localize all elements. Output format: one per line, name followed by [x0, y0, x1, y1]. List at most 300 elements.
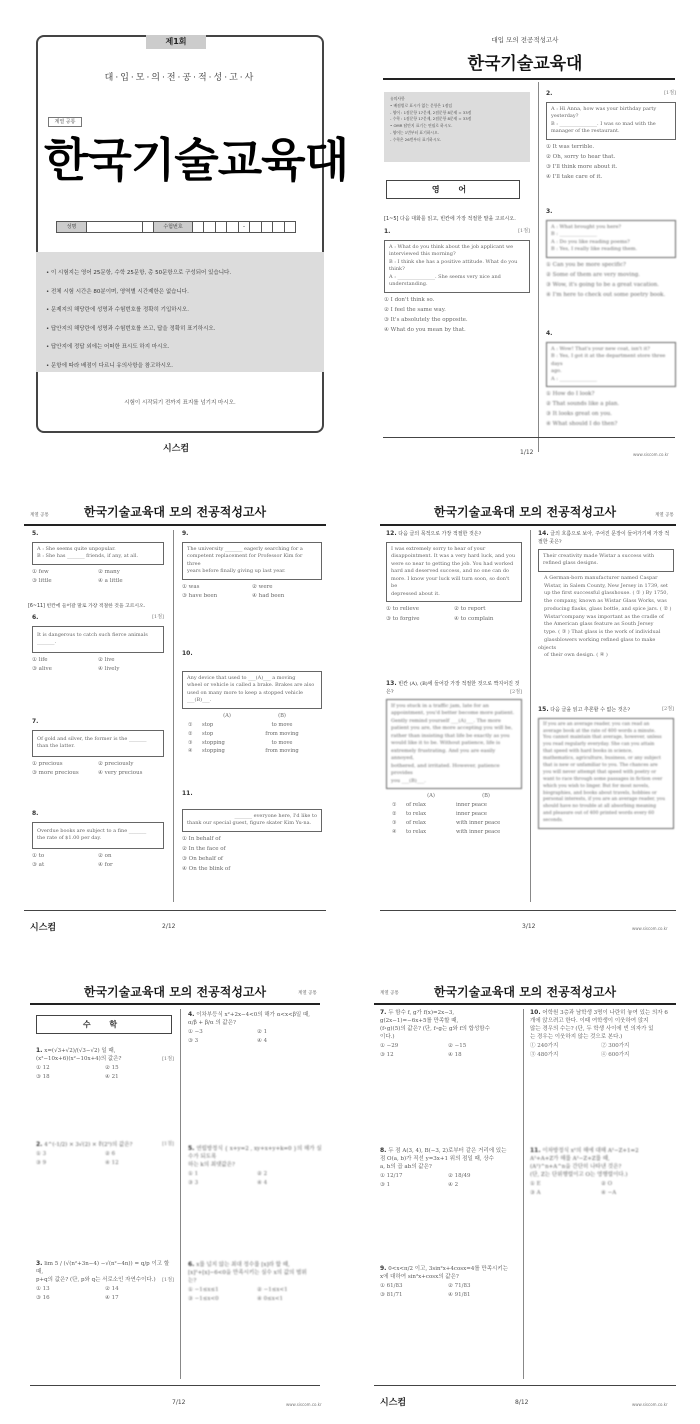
question-number: 3. [546, 208, 553, 215]
page-kicker: 대입 모의 전공적성고사 [491, 36, 559, 44]
question-15 [538, 706, 674, 832]
dialog-line: B : _______________. I was so mad with the [551, 120, 656, 127]
cover-id-row [56, 221, 296, 233]
answer-option[interactable]: ③ alive [32, 666, 52, 673]
option-b: to move [271, 721, 293, 728]
dialog-line: B : Yes, I got it at the department store three days [551, 353, 666, 367]
dialog-line: A : _______________ [551, 375, 597, 382]
passage-line: personal interests, if you are an average reader, you [543, 797, 666, 803]
answer-option[interactable]: ② 71/83 [448, 1282, 471, 1289]
question-number: 10. [182, 650, 193, 657]
sentence-box [32, 822, 164, 849]
answer-option[interactable]: ① Can you be more specific? [546, 261, 626, 268]
passage-line: A German-born manufacturer named Caspar [544, 574, 658, 581]
question-number: 4. [188, 1011, 195, 1018]
option-a: to relax [406, 828, 427, 835]
question-line: [x]²+[x]−6<0을 만족시키는 실수 x의 값의 범위 [188, 1269, 307, 1276]
answer-option[interactable]: ① 12/17 [380, 1172, 403, 1179]
passage-line: depressed about it. [391, 590, 440, 597]
passage-box [386, 699, 522, 790]
answer-option[interactable]: ③ have been [182, 593, 218, 600]
answer-option[interactable]: ④ had been [252, 593, 285, 600]
dialog-box [546, 342, 676, 388]
id-label: 수험번호 [153, 222, 193, 232]
question-line: 하는 k의 최댓값은? [188, 1161, 235, 1168]
notes-box [384, 92, 530, 162]
publisher-logo: 시스컴 [30, 923, 57, 933]
passage-line: average book at the rate of 400 words a minute. [543, 728, 656, 734]
answer-option[interactable]: ② Oh, sorry to hear that. [546, 153, 616, 160]
dialog-line: yesterday? [551, 113, 579, 120]
page-title: 한국기술교육대 모의 전공적성고사 [433, 505, 617, 519]
column-divider [523, 1009, 524, 1379]
answer-option[interactable]: ④ 18 [448, 1052, 462, 1059]
answer-option[interactable]: ③ [188, 739, 193, 746]
question-line: 개에 앉으려고 한다. 이때 여학생이 이웃하여 앉지 [530, 1017, 649, 1024]
answer-option[interactable]: ② on [98, 852, 112, 859]
answer-option[interactable]: ① 3 [36, 1150, 47, 1157]
dialog-line: A : Do you like reading poems? [551, 238, 630, 245]
answer-option[interactable]: ④ −A [601, 1190, 617, 1197]
answer-option[interactable]: ④ very precious [98, 770, 143, 777]
site-url: www.siscom.co.kr [633, 452, 669, 457]
dialog-line: B : I think she has a positive attitude. What do you [389, 258, 518, 265]
answer-option[interactable]: ① It was terrible. [546, 143, 595, 150]
option-b: inner peace [456, 811, 487, 818]
page-title: 한국기술교육대 모의 전공적성고사 [83, 985, 267, 999]
passage-line: mathematics, agriculture, business, or any subject [543, 756, 661, 762]
answer-option[interactable]: ③ more precious [32, 770, 79, 777]
question-10 [182, 650, 322, 756]
answer-option[interactable]: ② 2 [257, 1170, 268, 1177]
note-line: - 영어는 1번부터 표기하시오. [390, 129, 439, 135]
passage-box [386, 542, 522, 603]
sentence-box [182, 542, 322, 580]
passage-line: the American glass feature as South Jersey [544, 621, 654, 628]
answer-option[interactable]: ③ little [32, 578, 52, 585]
option-b: from moving [265, 730, 299, 737]
answer-option[interactable]: ② were [252, 583, 273, 590]
answer-option[interactable]: ① 240가지 [530, 1042, 559, 1049]
passage-line: you ___(B)___. [391, 777, 426, 784]
question-number: 9. [380, 1265, 387, 1272]
passage-line: that speed with hard books in science, [543, 749, 633, 755]
question-line: 연립방정식 { x+y=2 , xy+x+y+k=0 }의 해가 실수가 되도록 [188, 1146, 322, 1160]
passage-line: more. I know your luck will turn soon, so don't be [391, 575, 510, 590]
answer-option[interactable]: ③ 480가지 [530, 1052, 559, 1059]
header-tag: 계열 공통 [298, 991, 317, 996]
question-13 [386, 680, 522, 837]
math-question-11 [530, 1147, 672, 1199]
instruction-line: • 답안지에 정답 외에는 어떠한 표시도 하지 마시오. [46, 344, 170, 350]
answer-option[interactable]: ③ A [530, 1190, 541, 1197]
answer-option[interactable]: ① to relieve [386, 606, 419, 613]
dialog-box [546, 102, 676, 140]
passage-line: which you wish to linger. But for most novels, [543, 783, 650, 789]
answer-option[interactable]: ② 14 [105, 1285, 119, 1292]
passage-line: Gently remind yourself ___(A)___. The more [391, 717, 501, 724]
instruction-line: • 이 시험지는 영어 25문항, 수학 25문항, 총 50문항으로 구성되어 있습니다. [46, 270, 232, 276]
sentence-box [32, 626, 164, 653]
passage-line: If you stuck in a traffic jam, late for an [391, 702, 489, 709]
note-line: - 수학 : 1점문항 17문제, 2점문항 8문제 = 33점 [390, 116, 472, 122]
answer-option[interactable]: ② −15 [448, 1042, 467, 1049]
answer-option[interactable]: ① 13 [36, 1285, 50, 1292]
question-line: lim 5 / (√(n²+3n−4) −√(n²−4n)) = q/p 이고 할 때, [36, 1261, 170, 1275]
math-question-7 [380, 1009, 516, 1061]
passage-line: and pleasure out of 400 printed words every 60 [543, 811, 655, 817]
answer-option[interactable]: ④ 4 [257, 1038, 268, 1045]
answer-option[interactable]: ② many [98, 568, 120, 575]
question-number: 15. [538, 706, 549, 713]
cover-badge: 제1회 [146, 35, 206, 49]
dialog-line: B : _______________ [551, 231, 598, 238]
column-divider [538, 82, 539, 452]
note-line: • OMR 답안지 표기는 연필로 하시오. [390, 123, 453, 129]
column-head: (B) [482, 793, 490, 800]
passage-line: extremely frustrating. And you are easily annoyed, [391, 747, 496, 762]
page-number: 1/12 [520, 449, 534, 456]
answer-option[interactable]: ④ 600가지 [601, 1052, 630, 1059]
answer-option[interactable]: ④ a little [98, 578, 123, 585]
points: [1점] [162, 1055, 174, 1062]
page-number: 7/12 [172, 1399, 186, 1406]
dialog-line: interviewed this morning? [389, 251, 456, 258]
question-1 [384, 228, 530, 336]
answer-option[interactable]: ③ 18 [36, 1074, 50, 1081]
question-line: 어학원 3층과 남학생 3명이 나란히 놓여 있는 의자 6 [542, 1010, 668, 1016]
site-url: www.siscom.co.kr [632, 926, 668, 931]
cover-subtitle: 대·입·모·의·전·공·적·성·고·사 [104, 73, 256, 83]
answer-option[interactable]: ① How do I look? [546, 391, 595, 398]
instruction-line: • 전체 시험 시간은 80분이며, 영역별 시간제한은 없습니다. [46, 288, 189, 295]
question-number: 4. [546, 330, 553, 337]
sentence-line: competent replacement for Professor Kim for three [187, 553, 303, 567]
passage-line: of their own design. ( ④ ) [544, 652, 608, 659]
header-tag: 계열 공통 [380, 991, 399, 996]
answer-option[interactable]: ④ What do you mean by that. [384, 326, 466, 333]
passage-line: used on many more to keep a stopped vehicle [187, 689, 304, 696]
answer-option[interactable]: ① [392, 802, 397, 809]
id-dash: – [239, 222, 250, 232]
answer-option[interactable]: ③ 3 [188, 1180, 199, 1187]
section-instruction: [1~5] 다음 대화를 읽고, 빈칸에 가장 적절한 말을 고르시오. [384, 216, 516, 222]
question-line: 두 점 A(3, 4), B(−3, 2)로부터 같은 거리에 있는 [388, 1148, 507, 1154]
option-a: of relax [406, 819, 426, 826]
answer-option[interactable]: ② O [601, 1180, 613, 1187]
option-a: stopping [202, 739, 225, 746]
option-a: stopping [202, 748, 225, 755]
page-3 [350, 490, 700, 955]
sentence-line: Of gold and silver, the former is the _______ [37, 735, 147, 742]
math-question-1 [36, 1047, 174, 1083]
answer-option[interactable]: ① E [530, 1180, 541, 1187]
footer-rule [383, 437, 675, 438]
passage-line: hard and deserved success, and no one can do [391, 568, 510, 575]
page-2 [0, 490, 350, 955]
question-8 [32, 810, 164, 871]
answer-option[interactable]: ② That sounds like a plan. [546, 401, 620, 408]
instruction-line: • 답안지의 해당란에 성명과 수험번호를 쓰고, 답을 정확히 표기하시오. [46, 325, 216, 332]
section-instruction: [6~11] 빈칸에 들어갈 말로 가장 적절한 것을 고르시오. [28, 604, 146, 609]
page-number: 3/12 [522, 923, 536, 930]
question-line: 두 함수 f, g가 f(x)=2x−3, [388, 1010, 455, 1016]
footer-rule [30, 1385, 320, 1386]
answer-option[interactable]: ① [188, 721, 193, 728]
passage-line: rather than insisting that life be exactly as you [391, 732, 510, 739]
passage-line: bothered, and irritated. However, patience provides [391, 762, 500, 777]
dialog-line: ago. [551, 368, 562, 375]
answer-option[interactable]: ③ 81/71 [380, 1292, 403, 1299]
question-number: 3. [36, 1260, 43, 1267]
question-line: g(2x−1)=−6x+5를 만족할 때, [380, 1017, 459, 1024]
points: [1점] [152, 614, 164, 620]
header-rule [380, 524, 676, 526]
dialog-line: A : What do you think about the job applicant we [389, 243, 514, 250]
section-header-english: 영 어 [386, 180, 520, 199]
answer-option[interactable]: ③ 9 [36, 1160, 47, 1167]
answer-option[interactable]: ② live [98, 656, 115, 663]
passage-box [182, 671, 322, 709]
answer-option[interactable]: ④ lively [98, 666, 120, 673]
question-number: 8. [380, 1147, 387, 1154]
answer-option[interactable]: ④ On the blink of [182, 865, 231, 872]
question-number: 12. [386, 530, 397, 537]
question-line: 점 O(a, b)가 직선 y=3x+1 위의 점일 때, 상수 [380, 1155, 494, 1162]
option-b: to move [271, 739, 293, 746]
footer-rule [24, 910, 326, 911]
answer-option[interactable]: ① to [32, 852, 45, 859]
question-number: 11. [530, 1147, 541, 1154]
dialog-box [384, 240, 530, 293]
header-rule [374, 1003, 676, 1005]
answer-option[interactable]: ④ 4 [257, 1180, 268, 1187]
question-number: 9. [182, 530, 189, 537]
option-b: with inner peace [456, 819, 501, 826]
answer-option[interactable]: ④ [392, 828, 397, 835]
answer-option[interactable]: ④ What should I do then? [546, 421, 618, 428]
footer-rule [374, 1385, 676, 1386]
question-number: 6. [32, 614, 39, 621]
passage-line: I was extremely sorry to hear of your [391, 545, 486, 552]
sentence-box [32, 730, 164, 757]
question-11 [182, 790, 322, 875]
answer-option[interactable]: ① −3 [188, 1028, 203, 1035]
answer-option[interactable]: ① 12 [36, 1064, 50, 1071]
answer-option[interactable]: ② [392, 811, 397, 818]
question-line: 이차부등식 x²+2x−4<0의 해가 α<x<β일 때, [196, 1012, 311, 1018]
answer-option[interactable]: ④ 21 [105, 1074, 119, 1081]
answer-option[interactable]: ④ 2 [448, 1182, 459, 1189]
question-line: 이차방정식 x²의 해에 대해 A²−Z+1=2 [542, 1148, 639, 1154]
option-a: to relax [406, 811, 427, 818]
answer-option[interactable]: ④ I'll take care of it. [546, 173, 603, 180]
passage-line: the company, known as Wistar Glass Works, was [544, 598, 667, 605]
sentence-line: the rate of $1.00 per day. [37, 835, 102, 842]
math-question-9 [380, 1265, 516, 1301]
dialog-line: manager of the restaurant. [551, 128, 620, 135]
answer-option[interactable]: ① 61/83 [380, 1282, 403, 1289]
answer-option[interactable]: ② 6 [105, 1150, 116, 1157]
question-9 [182, 530, 322, 602]
column-divider [530, 530, 531, 902]
sentence-line: thank our special guest, figure skater Kim Yu-na. [187, 820, 312, 827]
answer-option[interactable]: ① few [32, 568, 49, 575]
question-number: 8. [32, 810, 39, 817]
given-line: refined glass designs. [543, 560, 599, 567]
answer-option[interactable]: ③ On behalf of [182, 855, 223, 862]
answer-option[interactable]: ① −1≤x≤1 [188, 1286, 219, 1293]
points: [2점] [662, 706, 674, 712]
answer-option[interactable]: ④ 17 [105, 1295, 119, 1302]
answer-option[interactable]: ② 15 [105, 1064, 119, 1071]
id-field [193, 222, 295, 232]
option-a: stop [202, 730, 214, 737]
question-line: A²+A+Z가 해를 A²−Z+Z를 때, [530, 1155, 610, 1162]
answer-option[interactable]: ③ 3 [188, 1038, 199, 1045]
answer-option[interactable]: ④ 0≤x<1 [257, 1296, 283, 1303]
passage-line: You cannot maintain that average, however, unless [543, 735, 662, 741]
answer-option[interactable]: ③ at [32, 862, 45, 869]
answer-option[interactable]: ③ Wow, it's going to be a great vacation. [546, 281, 660, 288]
answer-option[interactable]: ① life [32, 656, 48, 663]
passage-line: producing flasks, glass bottle, and spice jars. ( ② ) [544, 605, 672, 612]
answer-option[interactable]: ② to report [454, 606, 486, 613]
question-line: α/β + β/α 의 값은? [188, 1019, 236, 1026]
question-3 [546, 208, 676, 301]
header-tag: 계열 공통 [655, 513, 674, 518]
passage-line: patient you are, the more accepting you will be, [391, 725, 513, 732]
sentence-line: than the latter. [37, 743, 75, 750]
answer-option[interactable]: ② I feel the same way. [384, 306, 446, 313]
name-field [87, 222, 143, 232]
answer-option[interactable]: ② Some of them are very moving. [546, 271, 641, 278]
answer-option[interactable]: ② In the face of [182, 845, 226, 852]
option-a: of relax [406, 802, 426, 809]
dialog-line: understanding. [389, 281, 428, 288]
question-2 [546, 90, 676, 183]
answer-option[interactable]: ③ It's absolutely the opposite. [384, 316, 468, 323]
column-head: (A) [223, 712, 231, 719]
column-head: (B) [278, 712, 286, 719]
passage-line: ___(B)___. [187, 697, 212, 704]
math-question-8 [380, 1147, 516, 1191]
answer-option[interactable]: ③ [392, 819, 397, 826]
site-url: www.siscom.co.kr [286, 1402, 322, 1407]
question-7 [32, 718, 164, 779]
question-line: (A²)^n+A^n을 간단히 나타낸 것은? [530, 1163, 622, 1170]
dialog-line: A : What brought you here? [551, 223, 622, 230]
header-rule [383, 78, 675, 80]
answer-option[interactable]: ② preciously [98, 760, 134, 767]
answer-option[interactable]: ④ to complain [454, 615, 494, 622]
cover-footer-note: 시험이 시작되기 전까지 표지를 넘기지 마시오. [124, 400, 236, 406]
question-number: 5. [32, 530, 39, 537]
answer-option[interactable]: ② 1 [257, 1028, 268, 1035]
math-question-4 [188, 1011, 326, 1047]
passage-line: you will never attempt that speed with poetry or [543, 769, 657, 775]
passage-line: biographies, and books about travels, hobbies or [543, 790, 657, 796]
dialog-line: A : Hi Anna, how was your birthday party [551, 105, 657, 112]
question-12 [386, 530, 522, 624]
question-14 [538, 530, 674, 660]
points: [1점] [162, 1141, 174, 1147]
passage-line: Wistar, in Salem County, New Jersey in 1739, set [544, 582, 668, 589]
question-text: 글의 흐름으로 보아, 주어진 문장이 들어가기에 가장 적절한 곳은? [538, 531, 670, 545]
note-line: - 수학은 26번부터 표기하시오. [390, 136, 442, 142]
answer-option[interactable]: ② 300가지 [601, 1042, 630, 1049]
passage-line: disappointment. It was a very hard luck, and you [391, 553, 516, 560]
answer-option[interactable]: ③ −1≤x<0 [188, 1296, 219, 1303]
dialog-line: A : Wow! That's your new coat, isn't it? [551, 345, 650, 352]
question-number: 2. [546, 90, 553, 97]
column-divider [173, 530, 174, 902]
answer-option[interactable]: ④ for [98, 862, 113, 869]
answer-option[interactable]: ① was [182, 583, 200, 590]
page-title: 한국기술교육대 [467, 54, 583, 74]
question-line: x=(√3+√2)/(√3−√2) 일 때, [44, 1048, 116, 1054]
question-line: x에 대하여 sin²x+cosx의 값은? [380, 1273, 459, 1280]
section-header-math: 수 학 [36, 1015, 172, 1034]
question-line: 0<x<π/2 이고, 3sin²x+4cosx=4를 만족시키는 [388, 1266, 508, 1272]
column-divider [180, 1009, 181, 1379]
header-rule [30, 1003, 320, 1005]
answer-option[interactable]: ③ 1 [380, 1182, 391, 1189]
answer-option[interactable]: ① precious [32, 760, 63, 767]
note-line: • 배점별로 표시가 없는 문항은 1점임 [390, 102, 453, 108]
answer-option[interactable]: ④ 12 [105, 1160, 119, 1167]
question-line: 는 경우는 이웃하지 않는 것으로 본다.) [530, 1033, 623, 1040]
dialog-line: A : She seems quite unpopular. [37, 545, 116, 552]
question-number: 14. [538, 530, 549, 537]
cover-instructions [36, 252, 324, 372]
answer-option[interactable]: ③ 16 [36, 1295, 50, 1302]
answer-option[interactable]: ① I don't think so. [384, 296, 435, 303]
answer-option[interactable]: ③ I'll think more about it. [546, 163, 618, 170]
answer-option[interactable]: ③ to forgive [386, 615, 420, 622]
question-text: 빈칸 (A), (B)에 들어갈 가장 적절한 것으로 짝지어진 것은? [386, 681, 520, 695]
dialog-line: B : Yes, I really like reading them. [551, 246, 638, 253]
answer-option[interactable]: ② 18/49 [448, 1172, 471, 1179]
given-line: Their creativity made Wistar a success with [543, 552, 655, 559]
question-6 [32, 614, 164, 675]
question-text: 다음 글의 목적으로 가장 적절한 것은? [398, 531, 482, 537]
passage-line: wheel or vehicle is called a brake. Brakes are also [187, 682, 315, 689]
passage-line: appointment, you'd better become more patient. [391, 710, 515, 717]
given-sentence-box [538, 549, 674, 572]
answer-option[interactable]: ① In behalf of [182, 835, 221, 842]
answer-option[interactable]: ① 1 [188, 1170, 199, 1177]
question-line: 이다.) [380, 1033, 395, 1040]
points: [1점] [664, 90, 676, 96]
answer-option[interactable]: ④ [188, 748, 193, 755]
passage-line: were so near to getting the job. You had worked [391, 560, 514, 567]
answer-option[interactable]: ④ 91/81 [448, 1292, 471, 1299]
answer-option[interactable]: ③ It looks great on you. [546, 411, 613, 418]
cover-title: 한국기술교육대 [44, 133, 349, 187]
page-number: 2/12 [162, 923, 176, 930]
answer-option[interactable]: ② [188, 730, 193, 737]
passage-line: you read regularly everyday. She can you attain [543, 742, 655, 748]
dialog-line: think? [389, 266, 405, 273]
answer-option[interactable]: ③ 12 [380, 1052, 394, 1059]
sentence-line: It is dangerous to catch such fierce animals [37, 631, 148, 638]
points: [2점] [510, 688, 522, 695]
answer-option[interactable]: ① −29 [380, 1042, 399, 1049]
column-head: (A) [427, 793, 435, 800]
answer-option[interactable]: ② −1≤x<1 [257, 1286, 288, 1293]
answer-option[interactable]: ④ I'm here to check out some poetry book. [546, 291, 666, 298]
